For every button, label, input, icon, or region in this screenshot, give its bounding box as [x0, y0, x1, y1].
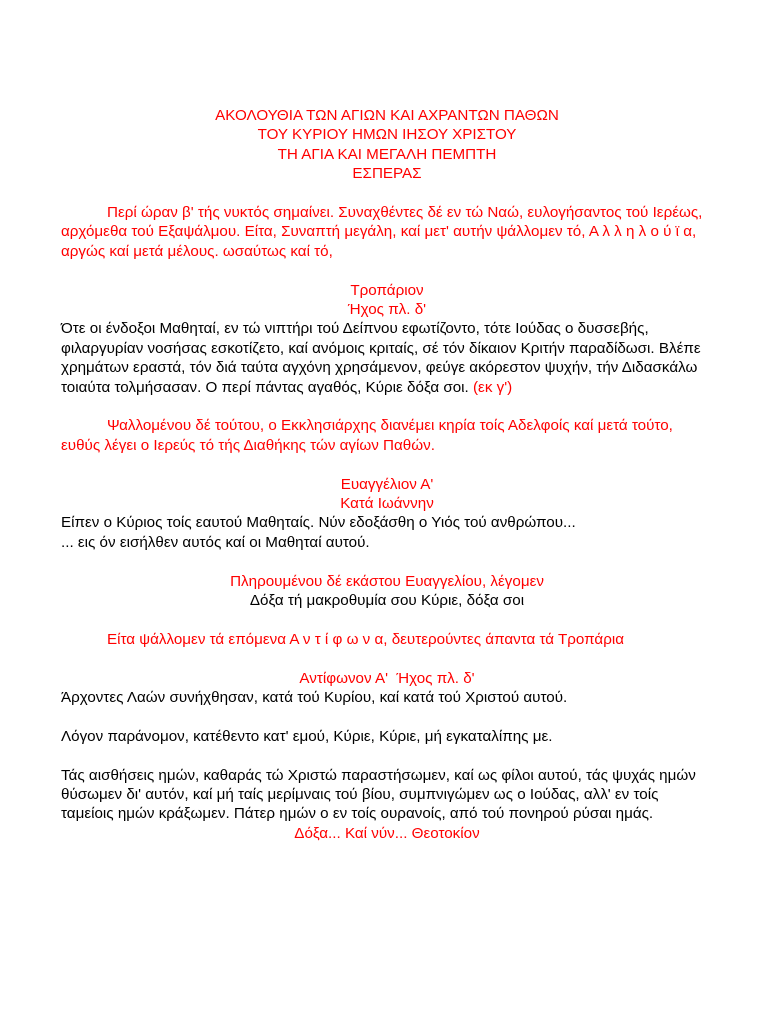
- after-gospel-response: Δόξα τή μακροθυμία σου Κύριε, δόξα σοι: [249, 592, 525, 610]
- title-line-4: ΕΣΠΕΡΑΣ: [352, 165, 422, 183]
- after-gospel-rubric: Πληρουμένου δέ εκάστου Ευαγγελίου, λέγομεν: [230, 572, 544, 590]
- antiphon-rubric: Είτα ψάλλομεν τά επόμενα Α ν τ ί φ ω ν α, δευτερούντες άπαντα τά Τροπάρια: [107, 630, 624, 648]
- document-page: [61, 106, 713, 843]
- troparion-repeat: (εκ γ'): [473, 378, 513, 396]
- intro-rubric: Περί ώραν β' τής νυκτός σημαίνει. Συναχθέντες δέ εν τώ Ναώ, ευλογήσαντος τού Ιερέως, αρχόμεθα τού Εξαψάλμου. Είτα, Συναπτή μεγάλη, καί μετ' αυτήν ψάλλομεν τό, Α λ λ η λ ο ύ ϊ α, αργώς καί μετά μέλους. ωσαύτως καί τό,: [61, 204, 703, 260]
- gospel-subheading: Κατά Ιωάννην: [340, 495, 434, 513]
- troparion-tone: Ήχος πλ. δ': [347, 301, 427, 319]
- gospel-line-1: Είπεν ο Κύριος τοίς εαυτού Μαθηταίς. Νύν εδοξάσθη ο Υιός τού ανθρώπου...: [61, 514, 576, 532]
- document-title: [61, 106, 713, 184]
- title-line-3: ΤΗ ΑΓΙΑ ΚΑΙ ΜΕΓΑΛΗ ΠΕΜΠΤΗ: [277, 145, 497, 163]
- troparion-section: [61, 281, 713, 397]
- antiphon-1-verse-3: Τάς αισθήσεις ημών, καθαράς τώ Χριστώ παραστήσωμεν, καί ως φίλοι αυτού, τάς ψυχάς ημών θύσωμεν δι' αυτόν, καί μή ταίς μερίμναις τού βίου, συμπνιγώμεν ως ο Ιούδας, αλλ' εν τοίς ταμείοις ημών κράξωμεν. Πάτερ ημών ο εν τοίς ουρανοίς, από τού πονηρού ρύσαι ημάς.: [61, 766, 696, 823]
- title-line-1: ΑΚΟΛΟΥΘΙΑ ΤΩΝ ΑΓΙΩΝ ΚΑΙ ΑΧΡΑΝΤΩΝ ΠΑΘΩΝ: [215, 107, 559, 124]
- antiphon-1-verse-1: Άρχοντες Λαών συνήχθησαν, κατά τού Κυρίου, καί κατά τού Χριστού αυτού.: [61, 689, 568, 707]
- troparion-heading: Τροπάριον: [350, 281, 424, 299]
- antiphon-1-section: [61, 669, 713, 844]
- troparion-text: Ότε οι ένδοξοι Μαθηταί, εν τώ νιπτήρι τού Δείπνου εφωτίζοντο, τότε Ιούδας ο δυσσεβής, φιλαργυρίαν νοσήσας εσκοτίζετο, καί ανόμοις κριταίς, σέ τόν δίκαιον Κριτήν παραδίδωσι. Βλέπε χρημάτων εραστά, τόν διά ταύτα αγχόνη χρησάμενον, φεύγε ακόρεστον ψυχήν, τήν Διδασκάλω τοιαύτα τολμήσασαν. Ο περί πάντας αγαθός, Κύριε δόξα σοι.: [61, 320, 701, 396]
- gospel-section: [61, 475, 713, 553]
- troparion-text-paragraph: [61, 319, 713, 397]
- title-line-2: ΤΟΥ ΚΥΡΙΟΥ ΗΜΩΝ ΙΗΣΟΥ ΧΡΙΣΤΟΥ: [257, 126, 517, 144]
- antiphon-1-verse-2: Λόγον παράνομον, κατέθεντο κατ' εμού, Κύριε, Κύριε, μή εγκαταλίπης με.: [61, 727, 553, 745]
- candle-rubric: Ψαλλομένου δέ τούτου, ο Εκκλησιάρχης διανέμει κηρία τοίς Αδελφοίς καί μετά τούτο, ευθύς λέγει ο Ιερεύς τό τής Διαθήκης τών αγίων Παθών.: [61, 417, 673, 454]
- after-gospel-section: [61, 572, 713, 611]
- gospel-line-2: ... εις όν εισήλθεν αυτός καί οι Μαθηταί αυτού.: [61, 533, 370, 551]
- antiphon-1-heading: Αντίφωνον Α' Ήχος πλ. δ': [299, 669, 475, 687]
- antiphon-1-doxology: Δόξα... Καί νύν... Θεοτοκίον: [294, 824, 480, 842]
- gospel-heading: Ευαγγέλιον Α': [340, 475, 434, 493]
